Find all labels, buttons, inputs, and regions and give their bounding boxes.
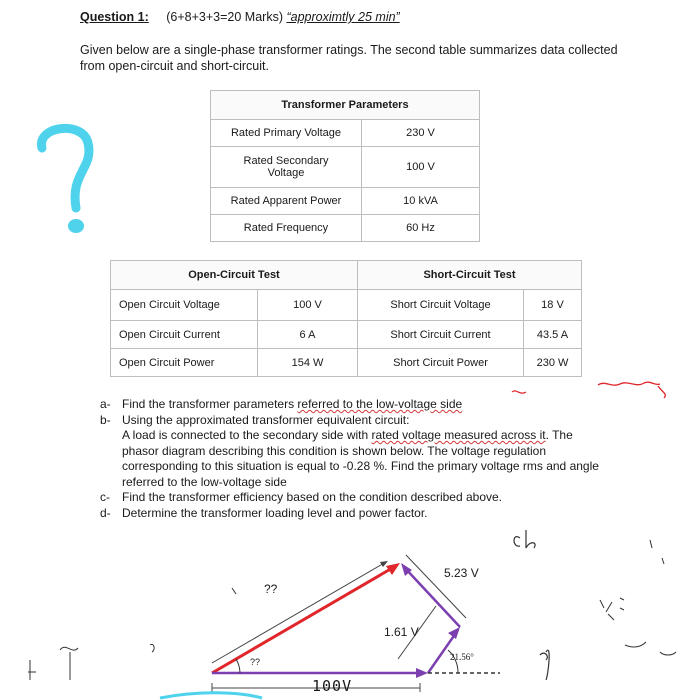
question-number: Question 1:: [80, 10, 149, 24]
item-b-body: A load is connected to the secondary side with rated voltage measured across it. The phasor diagram describing this condition is shown below. The voltage regulation corresponding to this situation is equal to -0.28 %. Find the primary voltage rms and angle referred to the low-voltage side: [122, 428, 599, 489]
oc-value: 154 W: [258, 349, 358, 377]
row-label: Rated Secondary Voltage: [211, 147, 362, 188]
phasor-diagram: [0, 540, 700, 700]
open-circuit-title: Open-Circuit Test: [111, 261, 358, 290]
table-row: [211, 147, 480, 188]
handwritten-question-mark-icon: [28, 118, 108, 243]
oc-label: Open Circuit Current: [111, 321, 258, 349]
sc-value: 43.5 A: [524, 321, 582, 349]
oc-label: Open Circuit Power: [111, 349, 258, 377]
sc-label: Short Circuit Current: [358, 321, 524, 349]
row-value: 230 V: [362, 120, 480, 147]
item-c: c- Find the transformer efficiency based on the condition described above.: [100, 490, 503, 504]
item-b: b- Using the approximated transformer equivalent circuit:: [100, 412, 410, 427]
diagram-base-handwritten: 100V: [312, 677, 353, 695]
row-value: 100 V: [362, 147, 480, 188]
diagram-top-question: ??: [264, 582, 278, 596]
oc-label: Open Circuit Voltage: [111, 290, 258, 321]
oc-value: 100 V: [258, 290, 358, 321]
row-label: Rated Primary Voltage: [211, 120, 362, 147]
table-row: [211, 120, 480, 147]
item-d: d- Determine the transformer loading level and power factor.: [100, 505, 428, 520]
table-row: [111, 321, 582, 349]
row-label: Rated Frequency: [211, 215, 362, 242]
diagram-v-label: 5.23 V: [444, 566, 479, 580]
table-row: [111, 349, 582, 377]
oc-value: 6 A: [258, 321, 358, 349]
short-circuit-title: Short-Circuit Test: [358, 261, 582, 290]
row-value: 60 Hz: [362, 215, 480, 242]
sc-label: Short Circuit Power: [358, 349, 524, 377]
intro-text: Given below are a single-phase transformer ratings. The second table summarizes data collected from open-circuit and short-circuit.: [80, 43, 618, 73]
diagram-angle-question: ??: [250, 657, 261, 667]
item-a: a- Find the transformer parameters referred to the low-voltage side: [100, 397, 463, 411]
sc-label: Short Circuit Voltage: [358, 290, 524, 321]
table-row: [111, 290, 582, 321]
row-label: Rated Apparent Power: [211, 188, 362, 215]
diagram-v2-label: 1.61 V: [384, 625, 419, 639]
sc-value: 18 V: [524, 290, 582, 321]
transformer-table-title: Transformer Parameters: [211, 91, 480, 120]
question-header: [80, 10, 400, 24]
test-data-table: [110, 260, 582, 377]
table-row: [211, 188, 480, 215]
diagram-angle-label: 21.56°: [450, 652, 474, 662]
row-value: 10 kVA: [362, 188, 480, 215]
transformer-parameters-table: [210, 90, 480, 242]
question-marks: (6+8+3+3=20 Marks): [166, 10, 283, 24]
question-time: “approximtly 25 min”: [286, 10, 400, 24]
table-row: [211, 215, 480, 242]
sc-value: 230 W: [524, 349, 582, 377]
